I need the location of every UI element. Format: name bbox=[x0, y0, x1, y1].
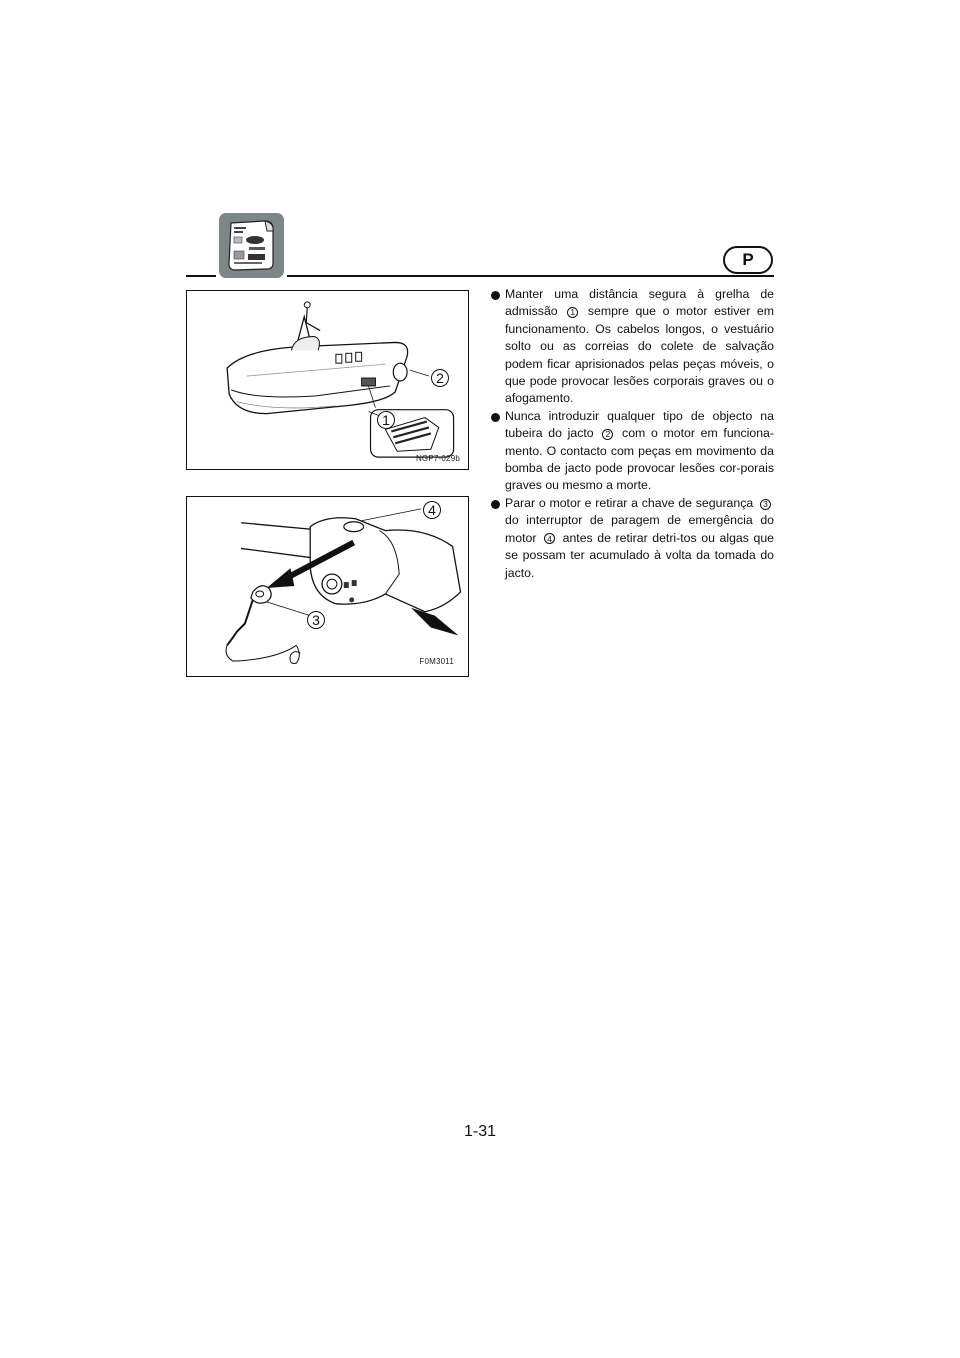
bullet-text: com o motor em funciona-mento. O contacto com peças em movimento da bomba de jacto pode provocar lesões cor-porais graves ou mesmo a morte. bbox=[505, 426, 774, 493]
figure-code: F0M3011 bbox=[419, 657, 454, 666]
bullet-dot bbox=[491, 291, 500, 300]
bullet-dot bbox=[491, 413, 500, 422]
bullet-text: do interruptor de paragem de emergência do motor bbox=[505, 513, 774, 545]
callout-3: 3 bbox=[307, 611, 325, 629]
header-rule-left bbox=[186, 275, 216, 277]
callout-1: 1 bbox=[377, 411, 395, 429]
figure-watercraft-intake bbox=[186, 290, 469, 470]
bullet-dot bbox=[491, 500, 500, 509]
ref-callout-1: 1 bbox=[567, 307, 578, 318]
language-badge: P bbox=[723, 246, 773, 274]
callout-4: 4 bbox=[423, 501, 441, 519]
ref-callout-4: 4 bbox=[544, 533, 555, 544]
bullet-item bbox=[491, 408, 774, 495]
lanyard-stop-switch-illustration bbox=[187, 497, 468, 676]
page-number: 1-31 bbox=[463, 1123, 497, 1140]
bullet-item bbox=[491, 286, 774, 408]
bullet-text: Parar o motor e retirar a chave de segurança bbox=[505, 495, 754, 510]
ref-callout-3: 3 bbox=[760, 499, 771, 510]
manual-book-icon bbox=[219, 213, 284, 278]
watercraft-intake-illustration bbox=[187, 291, 468, 469]
figure-stop-switch bbox=[186, 496, 469, 677]
bullet-text: Manter uma distância segura à grelha de admissão bbox=[505, 287, 774, 319]
bullet-item bbox=[491, 495, 774, 582]
bullet-text: antes de retirar detri-tos ou algas que se possam ter acumulado à volta da tomada do jacto. bbox=[505, 530, 775, 580]
figure-code: NGP7-029b bbox=[415, 454, 460, 463]
bullet-text: sempre que o motor estiver em funcionamento. Os cabelos longos, o vestuário solto ou as correias do colete de salvação podem ficar aprisionados pelas peças móveis, o que pode provocar lesões corporais graves ou o afogamento. bbox=[505, 304, 774, 406]
callout-2: 2 bbox=[431, 369, 449, 387]
ref-callout-2: 2 bbox=[602, 429, 613, 440]
header-rule-right bbox=[287, 275, 774, 277]
safety-bullet-list bbox=[491, 286, 774, 582]
bullet-text: Nunca introduzir qualquer tipo de objecto na tubeira do jacto bbox=[505, 408, 774, 441]
